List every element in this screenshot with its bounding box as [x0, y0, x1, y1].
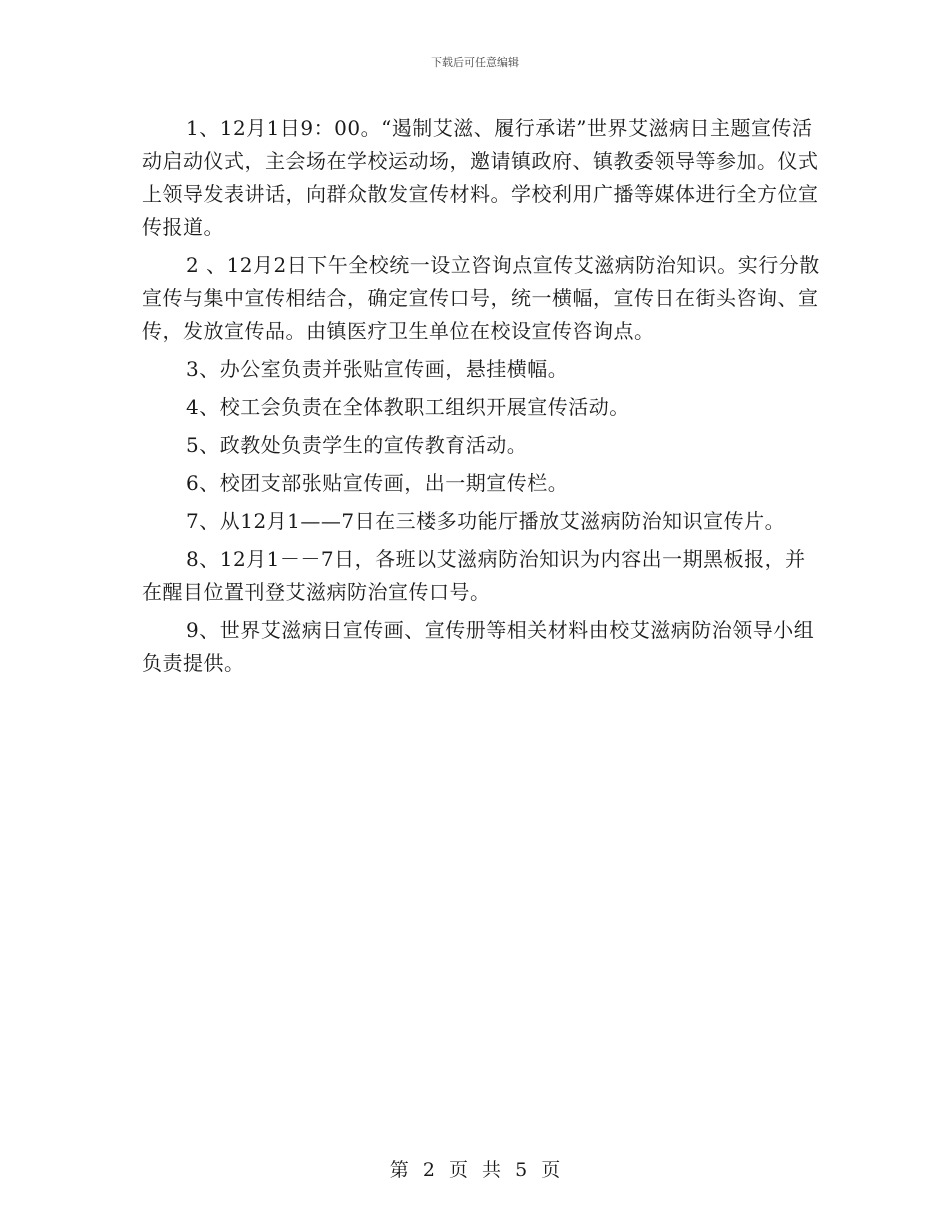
footer-page-suffix: 页	[448, 1159, 468, 1181]
paragraph-item-2: 2 、12月2日下午全校统一设立咨询点宣传艾滋病防治知识。实行分散宣传与集中宣传相结合，确定宣传口号，统一横幅，宣传日在街头咨询、宣传，发放宣传品。由镇医疗卫生单位在校设宣传咨询点。	[142, 253, 820, 343]
document-body	[142, 112, 822, 685]
footer-total-suffix: 页	[541, 1159, 561, 1181]
footer-page-number: 2	[422, 1159, 435, 1181]
paragraph-item-9: 9、世界艾滋病日宣传画、宣传册等相关材料由校艾滋病防治领导小组负责提供。	[142, 618, 815, 675]
footer-total-pages: 5	[515, 1159, 528, 1181]
footer-prefix: 第	[389, 1159, 409, 1181]
paragraph-item-1: 1、12月1日9：00。“遏制艾滋、履行承诺”世界艾滋病日主题宣传活动启动仪式，主会场在学校运动场，邀请镇政府、镇教委领导等参加。仪式上领导发表讲话，向群众散发宣传材料。学校利用广播等媒体进行全方位宣传报道。	[142, 116, 819, 239]
paragraph-item-6: 6、校团支部张贴宣传画，出一期宣传栏。	[186, 471, 569, 495]
paragraph-item-3: 3、办公室负责并张贴宣传画，悬挂横幅。	[186, 357, 569, 381]
paragraph-item-5: 5、政教处负责学生的宣传教育活动。	[186, 433, 528, 457]
paragraph-item-7: 7、从12月1——7日在三楼多功能厅播放艾滋病防治知识宣传片。	[186, 509, 786, 533]
footer-total-prefix: 共	[482, 1159, 502, 1181]
paragraph-item-8: 8、12月1－－7日，各班以艾滋病防治知识为内容出一期黑板报，并在醒目位置刊登艾滋病防治宣传口号。	[142, 547, 806, 604]
paragraph-item-4: 4、校工会负责在全体教职工组织开展宣传活动。	[186, 395, 630, 419]
page-header-note: 下载后可任意编辑	[431, 56, 519, 69]
page-footer	[0, 1155, 950, 1182]
